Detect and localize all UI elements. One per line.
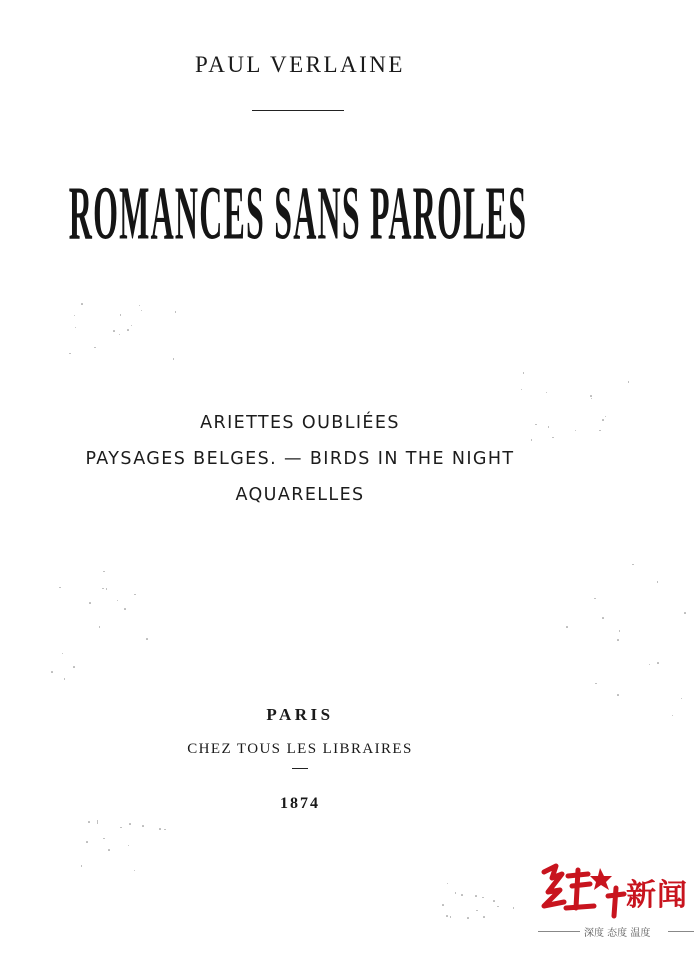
scan-speck [62, 653, 64, 655]
scan-speck [73, 666, 75, 668]
scan-speck [442, 904, 444, 906]
scan-speck [632, 564, 634, 566]
scan-speck [617, 694, 619, 696]
scan-speck [97, 822, 99, 824]
scan-speck [455, 892, 457, 894]
subtitle-line: AQUARELLES [235, 485, 365, 505]
scan-speck [552, 437, 554, 439]
scan-speck [590, 395, 592, 397]
scan-speck [113, 330, 115, 332]
scan-speck [94, 347, 96, 349]
scan-speck [128, 845, 130, 847]
scan-speck [619, 630, 621, 632]
scan-speck [120, 827, 122, 829]
scan-speck [103, 838, 105, 840]
scan-speck [81, 865, 83, 867]
publisher-city: PARIS [266, 705, 334, 724]
scan-speck [146, 638, 148, 640]
scan-speck [628, 381, 630, 383]
watermark-left-rule [538, 931, 580, 932]
scan-speck [124, 608, 126, 610]
scan-speck [523, 372, 525, 374]
scan-speck [51, 671, 53, 673]
red-star-logo-icon [538, 862, 628, 922]
scan-speck [74, 315, 76, 317]
scan-speck [531, 439, 533, 441]
scan-speck [602, 419, 604, 421]
scan-speck [548, 426, 550, 428]
scan-speck [657, 581, 659, 583]
scan-speck [475, 895, 477, 897]
scan-speck [649, 664, 651, 666]
scan-speck [605, 416, 607, 418]
scan-speck [129, 823, 131, 825]
scan-speck [447, 883, 449, 885]
watermark-logo [538, 862, 696, 954]
scan-speck [103, 571, 105, 573]
scan-speck [594, 598, 596, 600]
publisher-dash [292, 768, 308, 793]
publisher-line: CHEZ TOUS LES LIBRAIRES [187, 741, 413, 757]
scan-speck [493, 900, 495, 902]
scan-speck [599, 430, 601, 432]
scan-speck [86, 841, 88, 843]
scan-speck [142, 825, 144, 827]
scan-speck [139, 305, 141, 307]
scan-speck [106, 588, 108, 590]
scan-speck [446, 915, 448, 917]
scan-speck [476, 910, 478, 912]
scan-speck [175, 311, 177, 313]
author-name: PAUL VERLAINE [195, 52, 405, 77]
scan-speck [69, 353, 71, 355]
scan-speck [535, 424, 537, 426]
scan-speck [131, 325, 133, 327]
scan-speck [120, 314, 122, 316]
publisher-block [0, 704, 600, 815]
scan-speck [99, 626, 101, 628]
scan-speck [681, 698, 683, 700]
scan-speck [602, 617, 604, 619]
scan-speck [127, 329, 129, 331]
scan-speck [684, 612, 686, 614]
scan-speck [81, 303, 83, 305]
scan-speck [64, 678, 66, 680]
scan-speck [89, 602, 91, 604]
scan-speck [119, 334, 121, 336]
scan-speck [595, 683, 597, 685]
book-title: ROMANCES SANS PAROLES [68, 170, 528, 256]
scan-speck [591, 398, 593, 400]
scan-speck [117, 600, 119, 602]
watermark-news-text: 新闻 [626, 878, 688, 913]
scan-speck [173, 358, 175, 360]
scan-speck [482, 897, 484, 899]
scan-speck [141, 310, 143, 312]
scan-speck [88, 821, 90, 823]
scan-speck [566, 626, 568, 628]
scan-speck [657, 662, 659, 664]
scan-speck [461, 894, 463, 896]
scan-speck [513, 907, 515, 909]
watermark-right-rule [668, 931, 694, 932]
scan-speck [108, 849, 110, 851]
scan-speck [546, 392, 548, 394]
author-divider-rule [252, 110, 344, 111]
publication-year: 1874 [280, 795, 320, 812]
scan-speck [59, 587, 61, 589]
scan-speck [102, 588, 104, 590]
scan-speck [483, 916, 485, 918]
scan-speck [75, 327, 77, 329]
watermark-tagline: 深度 态度 温度 [584, 928, 651, 939]
scan-speck [672, 715, 674, 717]
subtitle-list [0, 408, 600, 516]
scan-speck [450, 916, 452, 918]
scan-speck [521, 389, 523, 391]
subtitle-line: PAYSAGES BELGES. — BIRDS IN THE NIGHT [85, 449, 515, 469]
scan-speck [497, 906, 499, 908]
scan-speck [467, 917, 469, 919]
scan-speck [164, 829, 166, 831]
scan-speck [617, 639, 619, 641]
scan-speck [134, 594, 136, 596]
scan-speck [97, 820, 99, 822]
scan-speck [159, 828, 161, 830]
subtitle-line: ARIETTES OUBLIÉES [200, 413, 400, 433]
scan-speck [134, 870, 136, 872]
